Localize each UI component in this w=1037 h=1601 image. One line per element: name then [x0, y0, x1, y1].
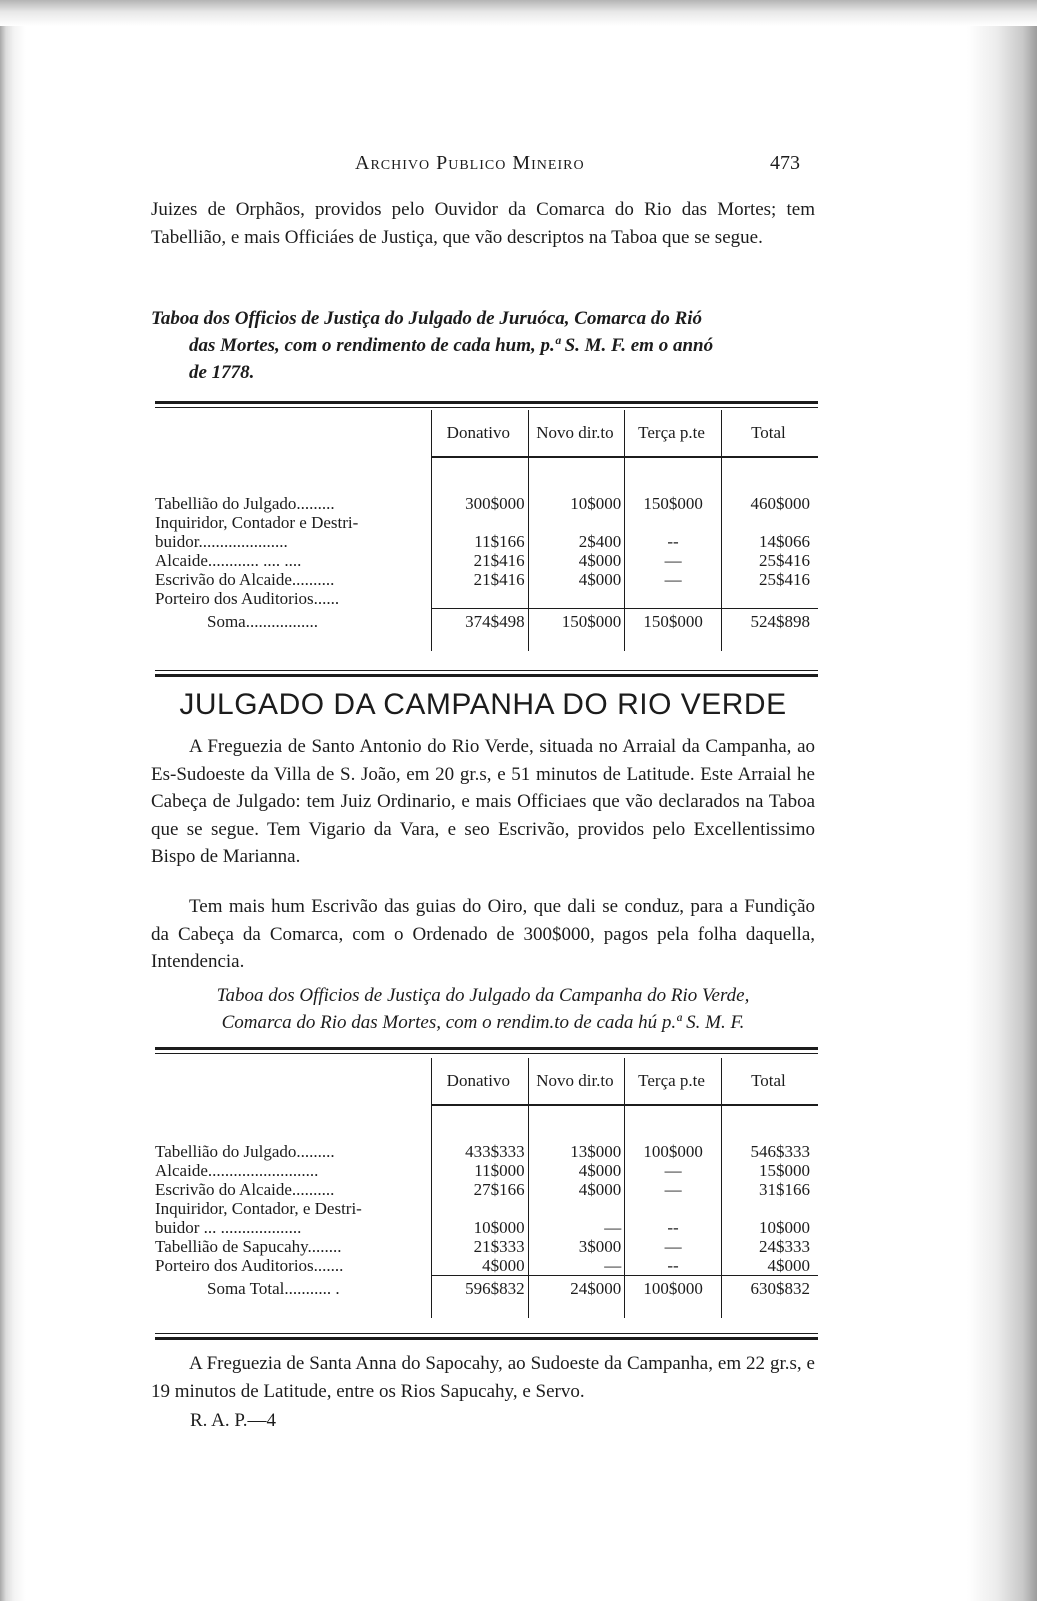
office-name: Escrivão do Alcaide.......... — [155, 570, 335, 589]
table-row — [155, 1237, 818, 1256]
terca-cell: — — [625, 1180, 722, 1199]
table2-caption-line: Comarca do Rio das Mortes, com o rendim.to de cada hú p.ª S. M. F. — [221, 1012, 745, 1033]
table-row — [155, 570, 818, 589]
novo-direito-cell: — — [528, 1218, 625, 1237]
closing-paragraph: A Freguezia de Santa Anna do Sapocahy, ao Sudoeste da Campanha, em 22 gr.s, e 19 minutos de Latitude, entre os Rios Sapucahy, e Servo. — [151, 1353, 815, 1402]
table-row — [155, 1199, 818, 1218]
sum-novo-direito: 150$000 — [528, 609, 625, 636]
sum-donativo: 596$832 — [432, 1276, 529, 1303]
total-cell: 25$416 — [721, 551, 818, 570]
table2-top-rule — [155, 1053, 818, 1054]
section-paragraph: Tem mais hum Escrivão das guias do Oiro, que dali se conduz, para a Fundição da Cabeça da Comarca, com o Ordenado de 300$000, pagos pela folha daquella, Intendencia. — [151, 896, 815, 972]
total-cell: 4$000 — [721, 1256, 818, 1276]
sum-row — [155, 609, 818, 636]
col-header-donativo: Donativo — [432, 410, 529, 457]
novo-direito-cell: — — [528, 1256, 625, 1276]
novo-direito-cell: 2$400 — [528, 532, 625, 551]
sum-donativo: 374$498 — [432, 609, 529, 636]
donativo-cell — [432, 513, 529, 532]
office-name: Porteiro dos Auditorios...... — [155, 589, 340, 609]
running-title: Archivo Publico Mineiro — [355, 152, 585, 174]
intro-paragraph: Juizes de Orphãos, providos pelo Ouvidor da Comarca do Rio das Mortes; tem Tabellião, e mais Officiáes de Justiça, que vão descriptos na Taboa que se segue. — [151, 199, 815, 248]
table1-caption — [151, 305, 815, 386]
table-header-row — [155, 1058, 818, 1105]
table-row — [155, 532, 818, 551]
total-cell — [721, 1199, 818, 1218]
table-row — [155, 1256, 818, 1276]
table1-top-rule — [155, 407, 818, 408]
table1-caption-line: de 1778. — [189, 362, 255, 383]
terca-cell — [625, 513, 722, 532]
table2-top-rule — [155, 1047, 818, 1050]
terca-cell: -- — [625, 1256, 722, 1276]
office-name: Inquiridor, Contador e Destri- — [155, 513, 359, 532]
sum-novo-direito: 24$000 — [528, 1276, 625, 1303]
signature-mark: R. A. P.—4 — [190, 1410, 277, 1431]
sum-total: 524$898 — [721, 609, 818, 636]
table-row — [155, 589, 818, 609]
table-row — [155, 1218, 818, 1237]
col-header-terca: Terça p.te — [625, 1058, 722, 1105]
header-blank — [155, 410, 432, 457]
table-row — [155, 1180, 818, 1199]
total-cell — [721, 589, 818, 609]
donativo-cell: 21$333 — [432, 1237, 529, 1256]
novo-direito-cell: 4$000 — [528, 1161, 625, 1180]
header-blank — [155, 1058, 432, 1105]
terca-cell: — — [625, 570, 722, 589]
donativo-cell: 21$416 — [432, 551, 529, 570]
total-cell: 15$000 — [721, 1161, 818, 1180]
terca-cell: 100$000 — [625, 1142, 722, 1161]
section-title: JULGADO DA CAMPANHA DO RIO VERDE — [179, 688, 787, 721]
office-name: Tabellião do Julgado......... — [155, 494, 335, 513]
sum-terca: 100$000 — [625, 1276, 722, 1303]
office-name: Porteiro dos Auditorios....... — [155, 1256, 344, 1276]
donativo-cell: 11$166 — [432, 532, 529, 551]
terca-cell — [625, 1199, 722, 1218]
table2-caption — [151, 982, 815, 1036]
terca-cell: — — [625, 1237, 722, 1256]
donativo-cell: 21$416 — [432, 570, 529, 589]
table1-top-rule — [155, 401, 818, 404]
table1-caption-line: das Mortes, com o rendimento de cada hum, p.ª S. M. F. em o annó — [189, 335, 714, 356]
novo-direito-cell: 4$000 — [528, 1180, 625, 1199]
novo-direito-cell — [528, 1199, 625, 1218]
col-header-novo-direito: Novo dir.to — [528, 1058, 625, 1105]
office-name: Escrivão do Alcaide.......... — [155, 1180, 335, 1199]
office-name: buidor..................... — [155, 532, 288, 551]
office-name: buidor ... ................... — [155, 1218, 302, 1237]
total-cell: 14$066 — [721, 532, 818, 551]
office-name: Tabellião de Sapucahy........ — [155, 1237, 342, 1256]
donativo-cell: 27$166 — [432, 1180, 529, 1199]
col-header-novo-direito: Novo dir.to — [528, 410, 625, 457]
donativo-cell — [432, 1199, 529, 1218]
scan-edge-right — [967, 0, 1037, 1601]
table1-bottom-rule — [155, 674, 818, 677]
office-name: Tabellião do Julgado......... — [155, 1142, 335, 1161]
novo-direito-cell: 3$000 — [528, 1237, 625, 1256]
sum-label: Soma................. — [207, 611, 318, 631]
total-cell: 460$000 — [721, 494, 818, 513]
table2-caption-line: Taboa dos Officios de Justiça do Julgado da Campanha do Rio Verde, — [216, 985, 750, 1006]
donativo-cell: 433$333 — [432, 1142, 529, 1161]
total-cell: 25$416 — [721, 570, 818, 589]
table-row — [155, 551, 818, 570]
office-name: Inquiridor, Contador, e Destri- — [155, 1199, 362, 1218]
table-row — [155, 494, 818, 513]
novo-direito-cell: 4$000 — [528, 551, 625, 570]
novo-direito-cell: 13$000 — [528, 1142, 625, 1161]
terca-cell: — — [625, 1161, 722, 1180]
office-name: Alcaide............ .... .... — [155, 551, 302, 570]
scan-edge-left — [0, 0, 26, 1601]
col-header-total: Total — [721, 410, 818, 457]
col-header-donativo: Donativo — [432, 1058, 529, 1105]
section-paragraph: A Freguezia de Santo Antonio do Rio Verde, situada no Arraial da Campanha, ao Es-Sudoeste da Villa de S. João, em 20 gr.s, e 51 minutos de Latitude. Este Arraial he Cabeça de Julgado: tem Juiz Ordinario, e mais Officiaes que vão declarados na Taboa que se segue. Tem Vigario da Vara, e seo Escrivão, providos pelo Excellentissimo Bispo de Marianna. — [151, 736, 815, 867]
office-name: Alcaide.......................... — [155, 1161, 319, 1180]
table-row — [155, 1161, 818, 1180]
total-cell — [721, 513, 818, 532]
total-cell: 10$000 — [721, 1218, 818, 1237]
total-cell: 31$166 — [721, 1180, 818, 1199]
donativo-cell — [432, 589, 529, 609]
table1-bottom-rule — [155, 670, 818, 671]
sum-row — [155, 1276, 818, 1303]
table2 — [155, 1058, 818, 1318]
donativo-cell: 4$000 — [432, 1256, 529, 1276]
table2-bottom-rule — [155, 1337, 818, 1340]
page-number: 473 — [770, 152, 800, 174]
total-cell: 546$333 — [721, 1142, 818, 1161]
donativo-cell: 300$000 — [432, 494, 529, 513]
donativo-cell: 10$000 — [432, 1218, 529, 1237]
terca-cell: -- — [625, 532, 722, 551]
table-row — [155, 1142, 818, 1161]
terca-cell: — — [625, 551, 722, 570]
novo-direito-cell — [528, 513, 625, 532]
table-row — [155, 513, 818, 532]
novo-direito-cell — [528, 589, 625, 609]
sum-label: Soma Total........... . — [207, 1278, 340, 1298]
col-header-terca: Terça p.te — [625, 410, 722, 457]
donativo-cell: 11$000 — [432, 1161, 529, 1180]
sum-total: 630$832 — [721, 1276, 818, 1303]
novo-direito-cell: 10$000 — [528, 494, 625, 513]
table1 — [155, 410, 818, 651]
sum-terca: 150$000 — [625, 609, 722, 636]
scan-edge-top — [0, 0, 1037, 26]
table2-bottom-rule — [155, 1333, 818, 1334]
terca-cell — [625, 589, 722, 609]
novo-direito-cell: 4$000 — [528, 570, 625, 589]
terca-cell: -- — [625, 1218, 722, 1237]
terca-cell: 150$000 — [625, 494, 722, 513]
table-header-row — [155, 410, 818, 457]
table1-caption-line: Taboa dos Officios de Justiça do Julgado de Juruóca, Comarca do Rió — [151, 308, 703, 329]
col-header-total: Total — [721, 1058, 818, 1105]
total-cell: 24$333 — [721, 1237, 818, 1256]
